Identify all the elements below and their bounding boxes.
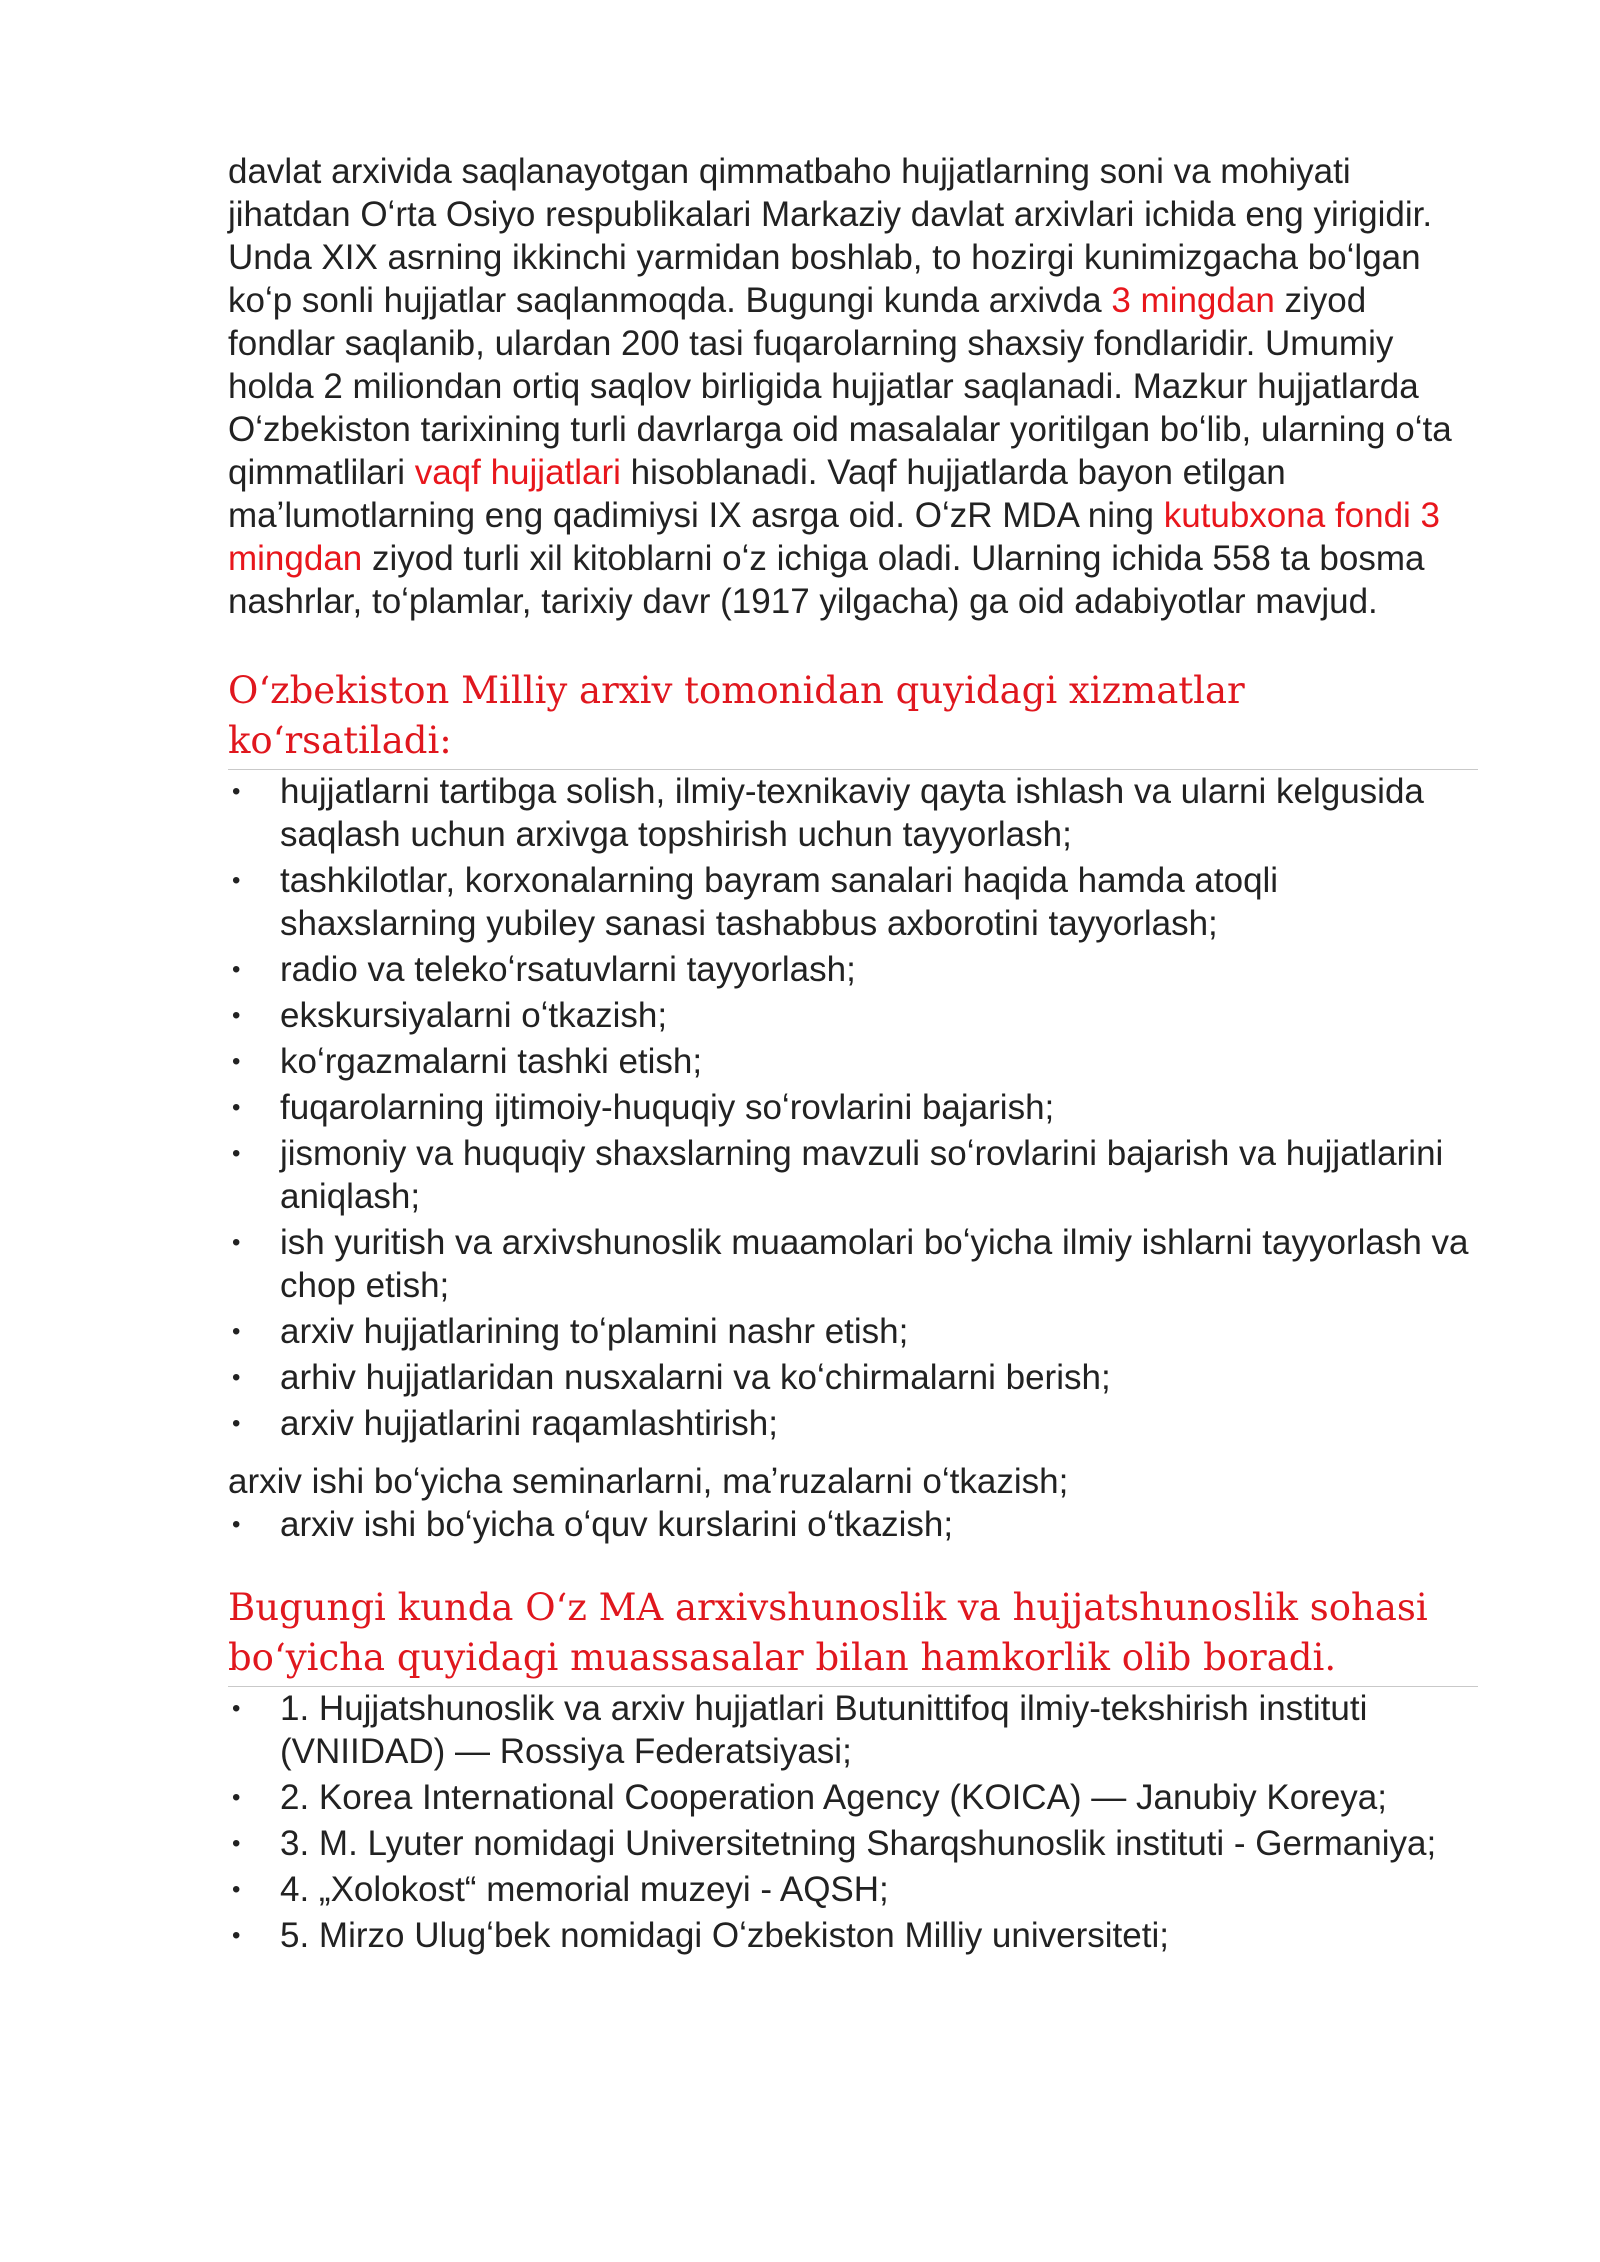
list-item: • arxiv hujjatlarini raqamlashtirish; xyxy=(232,1404,778,1443)
bullet-icon: • xyxy=(232,1048,241,1075)
list-item: • arxiv hujjatlarining toʻplamini nashr etish; xyxy=(232,1312,909,1351)
services-list xyxy=(228,770,1478,1445)
list-item: • ish yuritish va arxivshunoslik muaamolari boʻyicha ilmiy ishlarni tayyorlash va chop etish; xyxy=(232,1223,1469,1305)
bullet-icon: • xyxy=(232,1318,241,1345)
partners-heading: Bugungi kunda Oʻz MA arxivshunoslik va hujjatshunoslik sohasi boʻyicha quyidagi muassasalar bilan hamkorlik olib boradi. xyxy=(228,1583,1478,1687)
bullet-icon: • xyxy=(232,1511,241,1538)
intro-text-4: ziyod turli xil kitoblarni oʻz ichiga oladi. Ularning ichida 558 ta bosma nashrlar, toʻplamlar, tarixiy davr (1917 yilgacha) ga oid adabiyotlar mavjud. xyxy=(228,539,1425,621)
bullet-icon: • xyxy=(232,1876,241,1903)
list-item: • 1. Hujjatshunoslik va arxiv hujjatlari Butunittifoq ilmiy-tekshirish instituti (VNIIDAD) — Rossiya Federatsiyasi; xyxy=(232,1689,1368,1771)
list-item: • 4. „Xolokost“ memorial muzeyi - AQSH; xyxy=(232,1870,889,1909)
list-item: • ekskursiyalarni oʻtkazish; xyxy=(232,996,668,1035)
bullet-icon: • xyxy=(232,1784,241,1811)
highlight-3-mingdan: 3 mingdan xyxy=(1111,281,1275,320)
services-heading: Oʻzbekiston Milliy arxiv tomonidan quyidagi xizmatlar koʻrsatiladi: xyxy=(228,666,1478,770)
intro-text-3: hisoblanadi. Vaqf hujjatlarda bayon etilgan maʼlumotlarning eng qadimiysi IX asrga oid. OʻzR MDA ning xyxy=(228,453,1286,535)
list-item: • fuqarolarning ijtimoiy-huquqiy soʻrovlarini bajarish; xyxy=(232,1088,1055,1127)
list-item: • 5. Mirzo Ulugʻbek nomidagi Oʻzbekiston Milliy universiteti; xyxy=(232,1916,1169,1955)
bullet-icon: • xyxy=(232,1229,241,1256)
bullet-icon: • xyxy=(232,1364,241,1391)
list-item: • tashkilotlar, korxonalarning bayram sanalari haqida hamda atoqli shaxslarning yubiley sanasi tashabbus axborotini tayyorlash; xyxy=(232,861,1279,943)
list-item: • 3. M. Lyuter nomidagi Universitetning Sharqshunoslik instituti - Germaniya; xyxy=(232,1824,1437,1863)
bullet-icon: • xyxy=(232,1695,241,1722)
bullet-icon: • xyxy=(232,1140,241,1167)
highlight-vaqf-hujjatlari: vaqf hujjatlari xyxy=(414,453,621,492)
services-note: arxiv ishi boʻyicha seminarlarni, maʼruzalarni oʻtkazish; xyxy=(228,1462,1069,1501)
intro-text-1: davlat arxivida saqlanayotgan qimmatbaho hujjatlarning soni va mohiyati jihatdan Oʻrta Osiyo respublikalari Markaziy davlat arxivlari ichida eng yirigidir. Unda XIX asrning ikkinchi yarmidan boshlab, to hozirgi kunimizgacha boʻlgan koʻp sonli hujjatlar saqlanmoqda. Bugungi kunda arxivda xyxy=(228,152,1433,320)
services-extra-list xyxy=(228,1503,1478,1546)
bullet-icon: • xyxy=(232,1002,241,1029)
bullet-icon: • xyxy=(232,956,241,983)
list-item: • radio va telekoʻrsatuvlarni tayyorlash; xyxy=(232,950,856,989)
list-item: • arxiv ishi boʻyicha oʻquv kurslarini oʻtkazish; xyxy=(232,1505,954,1544)
bullet-icon: • xyxy=(232,1830,241,1857)
list-item: • 2. Korea International Cooperation Agency (KOICA) — Janubiy Koreya; xyxy=(232,1778,1387,1817)
document-body xyxy=(228,150,1478,1960)
list-item: • hujjatlarni tartibga solish, ilmiy-texnikaviy qayta ishlash va ularni kelgusida saqlash uchun arxivga topshirish uchun tayyorlash; xyxy=(232,772,1424,854)
bullet-icon: • xyxy=(232,778,241,805)
list-item: • arhiv hujjatlaridan nusxalarni va koʻchirmalarni berish; xyxy=(232,1358,1111,1397)
intro-text-2: ziyod fondlar saqlanib, ulardan 200 tasi fuqarolarning shaxsiy fondlaridir. Umumiy holda 2 miliondan ortiq saqlov birligida hujjatlar saqlanadi. Mazkur hujjatlarda Oʻzbekiston tarixining turli davrlarga oid masalalar yoritilgan boʻlib, ularning oʻta qimmatlilari xyxy=(228,281,1452,492)
highlight-kutubxona-fondi: kutubxona fondi 3 mingdan xyxy=(228,496,1441,578)
bullet-icon: • xyxy=(232,867,241,894)
bullet-icon: • xyxy=(232,1922,241,1949)
list-item: • koʻrgazmalarni tashki etish; xyxy=(232,1042,703,1081)
bullet-icon: • xyxy=(232,1410,241,1437)
intro-paragraph xyxy=(228,150,1478,623)
partners-list xyxy=(228,1687,1478,1957)
list-item: • jismoniy va huquqiy shaxslarning mavzuli soʻrovlarini bajarish va hujjatlarini aniqlash; xyxy=(232,1134,1444,1216)
bullet-icon: • xyxy=(232,1094,241,1121)
